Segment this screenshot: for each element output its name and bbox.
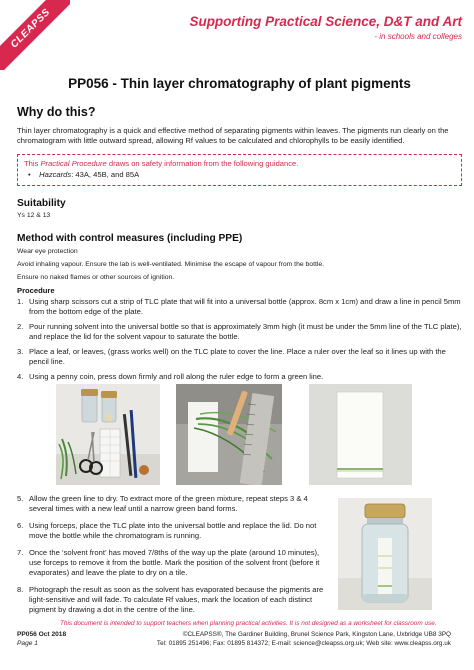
- hazcards-bullet: • Hazcards: 43A, 45B, and 85A: [28, 169, 140, 179]
- hazcards-value: : 43A, 45B, and 85A: [71, 169, 140, 179]
- document-code: PP056 Oct 2018: [17, 631, 67, 638]
- step-text: Pour running solvent into the universal bottle so that is approximately 3mm high (it must be under the 5mm line of the TLC plate), and replace the lid for the solvent vapour to saturate the bottle.: [29, 321, 462, 341]
- procedure-step: [17, 521, 332, 546]
- method-line-ppe: Wear eye protection: [17, 248, 78, 256]
- notice-emphasis: Practical Procedure: [40, 159, 107, 169]
- logo-text: CLEAPSS: [0, 0, 70, 70]
- notice-prefix: This: [24, 159, 41, 169]
- footer-address: ©CLEAPSS®, The Gardiner Building, Brunel Science Park, Kingston Lane, Uxbridge UB8 3PQ: [182, 631, 451, 638]
- step-text: Using forceps, place the TLC plate into the universal bottle and replace the lid. Do not move the bottle while the chromatogram is running.: [29, 521, 317, 541]
- tlc-plate-photo: [309, 384, 412, 485]
- header-tagline: Supporting Practical Science, D&T and Art: [189, 14, 462, 29]
- step-number: 8.: [17, 585, 24, 594]
- step-text: Using sharp scissors cut a strip of TLC plate that will fit into a universal bottle (approx. 8cm x 1cm) and draw a line in pencil 5mm from the bottom edge of the plate.: [29, 296, 461, 316]
- method-line-flames: Ensure no naked flames or other sources of ignition.: [17, 273, 175, 281]
- leaf-ruler-photo: [176, 384, 282, 485]
- step-number: 1.: [17, 296, 24, 306]
- why-heading: Why do this?: [17, 105, 96, 119]
- hazcards-label: Hazcards: [39, 169, 72, 179]
- method-line-vapour: Avoid inhaling vapour. Ensure the lab is well-ventilated. Minimise the escape of vapour from the bottle.: [17, 260, 325, 268]
- page-number: Page 1: [17, 640, 38, 647]
- procedure-photos: [56, 384, 412, 485]
- procedure-step: [17, 297, 462, 317]
- procedure-step: [17, 494, 332, 519]
- safety-notice-box: [17, 154, 462, 186]
- suitability-heading: Suitability: [17, 198, 66, 210]
- step-text: Using a penny coin, press down firmly and roll along the ruler edge to form a green line.: [29, 371, 324, 381]
- footer-disclaimer: This document is intended to support teachers when planning practical activities. It is not designed as a worksheet for classroom use.: [60, 620, 437, 627]
- procedure-steps-1-4: [17, 297, 462, 382]
- procedure-step: [17, 585, 332, 620]
- procedure-step: [17, 548, 332, 583]
- step-text: Photograph the result as soon as the solvent has evaporated because the pigments are light-sensitive and will fade. To calculate Rf values, mark the location of each distinct pigment by drawing a dot in the centre of the line.: [29, 585, 324, 615]
- step-number: 3.: [17, 346, 24, 356]
- notice-text: [24, 159, 455, 170]
- why-paragraph: Thin layer chromatography is a quick and effective method of separating pigments within leaves. The pigments run clearly on the chromatogram with little outward spread, allowing Rf values to be calculated and chlorophylls to be easily identified.: [17, 126, 449, 146]
- procedure-step: [17, 347, 462, 367]
- step-number: 7.: [17, 548, 24, 557]
- procedure-step: [17, 372, 462, 382]
- step-number: 2.: [17, 321, 24, 331]
- step-text: Place a leaf, or leaves, (grass works well) on the TLC plate to cover the line. Place a ruler over the leaf so it lines up with the pencil line.: [29, 346, 446, 366]
- document-title: PP056 - Thin layer chromatography of plant pigments: [68, 76, 411, 91]
- procedure-step: [17, 322, 462, 342]
- document-body: [17, 76, 462, 387]
- step-number: 4.: [17, 371, 24, 381]
- step-text: Once the ‘solvent front’ has moved 7/8ths of the way up the plate (around 10 minutes), use forceps to remove it from the bottle. Mark the position of the solvent front (before it evaporates) and leave the plate to dry on a tile.: [29, 548, 320, 578]
- header-subtagline: - in schools and colleges: [374, 32, 462, 41]
- notice-suffix: draws on safety information from the following guidance.: [106, 159, 299, 169]
- equipment-photo: [56, 384, 160, 485]
- step-text: Allow the green line to dry. To extract more of the green mixture, repeat steps 3 & 4 several times with a new leaf until a narrow green band forms.: [29, 494, 308, 514]
- cleapss-logo-ribbon: [0, 0, 70, 70]
- suitability-value: Ys 12 & 13: [17, 212, 51, 220]
- procedure-heading: Procedure: [17, 285, 55, 295]
- step-number: 5.: [17, 494, 24, 503]
- step-number: 6.: [17, 521, 24, 530]
- bottle-photo: [338, 498, 432, 610]
- method-heading: Method with control measures (including PPE): [17, 233, 243, 245]
- footer-contact: Tel: 01895 251496; Fax: 01895 814372; E-mail: science@cleapss.org.uk; Web site: www.cleapss.org.uk: [156, 640, 451, 647]
